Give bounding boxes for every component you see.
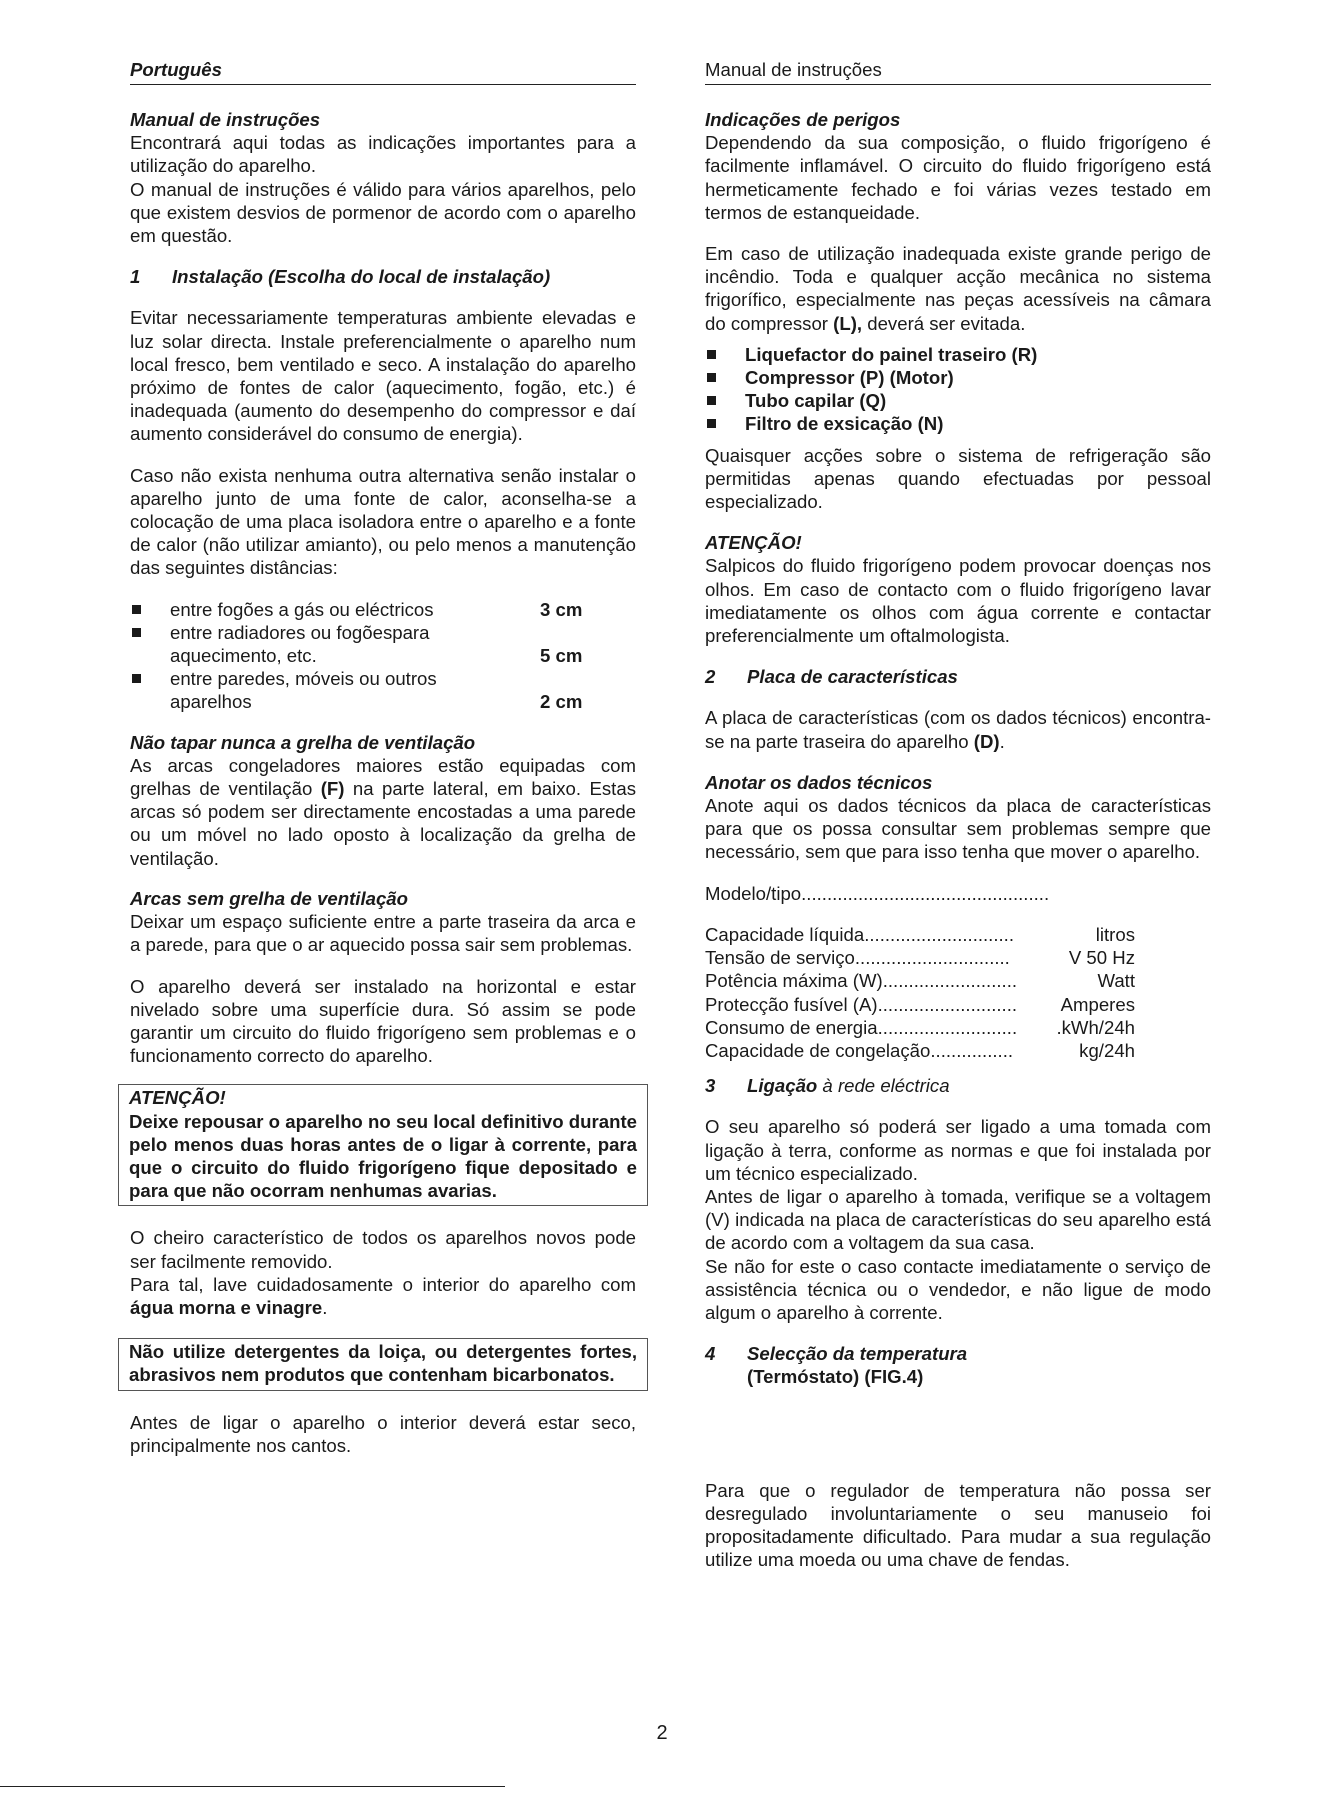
connection-paragraph: Antes de ligar o aparelho à tomada, verifique se a voltagem (V) indicada na placa de características do seu aparelho está de acordo com a voltagem da sua casa. bbox=[705, 1185, 1211, 1254]
manual-header: Manual de instruções bbox=[705, 58, 1211, 85]
connection-paragraph: Se não for este o caso contacte imediatamente o serviço de assistência técnica ou o vendedor, e não ligue de modo algum o aparelho à corrente. bbox=[705, 1255, 1211, 1323]
manual-paragraph: Encontrará aqui todas as indicações importantes para a utilização do aparelho. bbox=[130, 132, 636, 177]
plate-paragraph: A placa de características (com os dados técnicos) encontra-se na parte traseira do aparelho (D). bbox=[705, 707, 1211, 752]
list-item bbox=[130, 667, 636, 713]
bullet-square-icon bbox=[707, 350, 716, 359]
ventilation-paragraph: As arcas congeladores maiores estão equipadas com grelhas de ventilação (F) na parte lateral, em baixo. Estas arcas só podem ser directamente encostadas a uma parede ou um móvel no lado oposto à localização da grelha de ventilação. bbox=[130, 754, 636, 869]
language-header: Português bbox=[130, 58, 636, 85]
section-number: 3 bbox=[705, 1075, 716, 1097]
distance-value: 2 cm bbox=[540, 691, 583, 713]
no-ventilation-title: Arcas sem grelha de ventilação bbox=[130, 887, 409, 909]
dry-paragraph: Antes de ligar o aparelho o interior deverá estar seco, principalmente nos cantos. bbox=[130, 1411, 636, 1456]
manual-title: Manual de instruções bbox=[130, 109, 321, 130]
section-title: Selecção da temperatura (Termóstato) (FIG.4) bbox=[747, 1343, 968, 1388]
distance-text: entre radiadores ou fogõespara aquecimento, etc. bbox=[170, 621, 430, 667]
bullet-square-icon bbox=[707, 373, 716, 382]
manual-paragraph: O manual de instruções é válido para vários aparelhos, pelo que existem desvios de pormenor de acordo com o aparelho em questão. bbox=[130, 178, 636, 247]
table-row: Protecção fusível (A) ........................... Amperes bbox=[705, 993, 1135, 1015]
table-row: Potência máxima (W) .......................... Watt bbox=[705, 970, 1135, 992]
smell-paragraph: O cheiro característico de todos os aparelhos novos pode ser facilmente removido. bbox=[130, 1227, 636, 1272]
page-number: 2 bbox=[656, 1722, 668, 1744]
list-item bbox=[130, 621, 636, 667]
attention-title: ATENÇÃO! bbox=[129, 1087, 226, 1109]
leveling-paragraph: O aparelho deverá ser instalado na horizontal e estar nivelado sobre uma superfície dura. Só assim se pode garantir um circuito do fluido frigorígeno sem problemas e o funcionamento correcto do aparelho. bbox=[130, 975, 636, 1067]
attention-box bbox=[118, 1084, 648, 1206]
section-number: 2 bbox=[705, 666, 716, 688]
table-row: Capacidade líquida ............................. litros bbox=[705, 923, 1135, 945]
distance-list bbox=[130, 598, 636, 714]
no-ventilation-paragraph: Deixar um espaço suficiente entre a parte traseira da arca e a parede, para que o ar aquecido possa sair sem problemas. bbox=[130, 911, 636, 956]
component-list bbox=[705, 343, 1211, 436]
right-column bbox=[705, 58, 1211, 1571]
install-paragraph: Caso não exista nenhuma outra alternativa senão instalar o aparelho junto de uma fonte de calor, aconselha-se a colocação de uma placa isoladora entre o aparelho e a fonte de calor (não utilizar amianto), ou pelo menos a manutenção das seguintes distâncias: bbox=[130, 464, 636, 579]
bullet-square-icon bbox=[707, 396, 716, 405]
list-item: Filtro de exsicação (N) bbox=[705, 412, 1211, 435]
attention-title: ATENÇÃO! bbox=[705, 532, 802, 554]
list-item: Tubo capilar (Q) bbox=[705, 389, 1211, 412]
attention-paragraph: Salpicos do fluido frigorígeno podem provocar doenças nos olhos. Em caso de contacto com o fluido frigorígeno lavar imediatamente os olhos com água corrente e contactar preferencialmente um oftalmologista. bbox=[705, 555, 1211, 647]
list-item: Liquefactor do painel traseiro (R) bbox=[705, 343, 1211, 366]
section-title: Ligação à rede eléctrica bbox=[747, 1075, 950, 1097]
detergent-warning-box bbox=[118, 1338, 648, 1390]
bullet-square-icon bbox=[707, 419, 716, 428]
danger-title: Indicações de perigos bbox=[705, 109, 901, 130]
smell-paragraph: Para tal, lave cuidadosamente o interior do aparelho com água morna e vinagre. bbox=[130, 1273, 636, 1318]
bullet-square-icon bbox=[132, 605, 141, 614]
footer-rule bbox=[0, 1786, 505, 1787]
connection-paragraph: O seu aparelho só poderá ser ligado a uma tomada com ligação à terra, conforme as normas e que foi instalada por um técnico especializado. bbox=[705, 1116, 1211, 1184]
table-row: Capacidade de congelação ................ kg/24h bbox=[705, 1039, 1135, 1061]
install-paragraph: Evitar necessariamente temperaturas ambiente elevadas e luz solar directa. Instale preferencialmente o aparelho num local fresco, bem ventilado e seco. A instalação do aparelho próximo de fontes de calor (aquecimento, fogão, etc.) é inadequada (aumento do desempenho do compressor e daí aumento considerável do consumo de energia). bbox=[130, 307, 636, 445]
left-column bbox=[130, 58, 636, 1457]
distance-text: entre fogões a gás ou eléctricos bbox=[170, 598, 434, 620]
detergent-warning-text: Não utilize detergentes da loiça, ou detergentes fortes, abrasivos nem produtos que contenham bicarbonatos. bbox=[129, 1341, 637, 1386]
section-number: 4 bbox=[705, 1343, 716, 1365]
bullet-square-icon bbox=[132, 628, 141, 637]
attention-text: Deixe repousar o aparelho no seu local definitivo durante pelo menos duas horas antes de o ligar à corrente, para que o circuito do fluido frigorígeno fique depositado e para que não ocorram nenhumas avarias. bbox=[129, 1110, 637, 1202]
list-item: Compressor (P) (Motor) bbox=[705, 366, 1211, 389]
actions-paragraph: Quaisquer acções sobre o sistema de refrigeração são permitidas apenas quando efectuadas por pessoal especializado. bbox=[705, 444, 1211, 513]
section-number: 1 bbox=[130, 266, 141, 288]
distance-value: 5 cm bbox=[540, 645, 583, 667]
table-row: Consumo de energia ........................... .kWh/24h bbox=[705, 1016, 1135, 1038]
ventilation-title: Não tapar nunca a grelha de ventilação bbox=[130, 731, 476, 753]
danger-paragraph: Dependendo da sua composição, o fluido frigorígeno é facilmente inflamável. O circuito do fluido frigorígeno está hermeticamente fechado e foi várias vezes testado em termos de estanqueidade. bbox=[705, 132, 1211, 223]
technical-data-list bbox=[705, 923, 1135, 1062]
section-2-heading bbox=[705, 665, 1211, 688]
section-3-heading bbox=[705, 1074, 1211, 1097]
section-4-heading bbox=[705, 1342, 1211, 1388]
model-field: Modelo/tipo................................................ bbox=[705, 882, 1050, 904]
table-row: Tensão de serviço .............................. V 50 Hz bbox=[705, 947, 1135, 969]
section-title: Placa de características bbox=[747, 666, 958, 688]
section-title: Instalação (Escolha do local de instalação) bbox=[172, 266, 551, 288]
note-paragraph: Anote aqui os dados técnicos da placa de características para que os possa consultar sem problemas sempre que necessário, sem que para isso tenha que mover o aparelho. bbox=[705, 795, 1211, 863]
note-title: Anotar os dados técnicos bbox=[705, 771, 933, 793]
danger-paragraph: Em caso de utilização inadequada existe grande perigo de incêndio. Toda e qualquer acção mecânica no sistema frigorífico, especialmente nas peças acessíveis na câmara do compressor (L), deverá ser evitada. bbox=[705, 243, 1211, 334]
bullet-square-icon bbox=[132, 674, 141, 683]
distance-value: 3 cm bbox=[540, 598, 583, 620]
list-item bbox=[130, 598, 636, 621]
section-1-heading bbox=[130, 265, 636, 288]
distance-text: entre paredes, móveis ou outros aparelhos bbox=[170, 668, 437, 713]
temperature-paragraph: Para que o regulador de temperatura não possa ser desregulado involuntariamente o seu manuseio foi propositadamente dificultado. Para mudar a sua regulação utilize uma moeda ou uma chave de fendas. bbox=[705, 1479, 1211, 1571]
